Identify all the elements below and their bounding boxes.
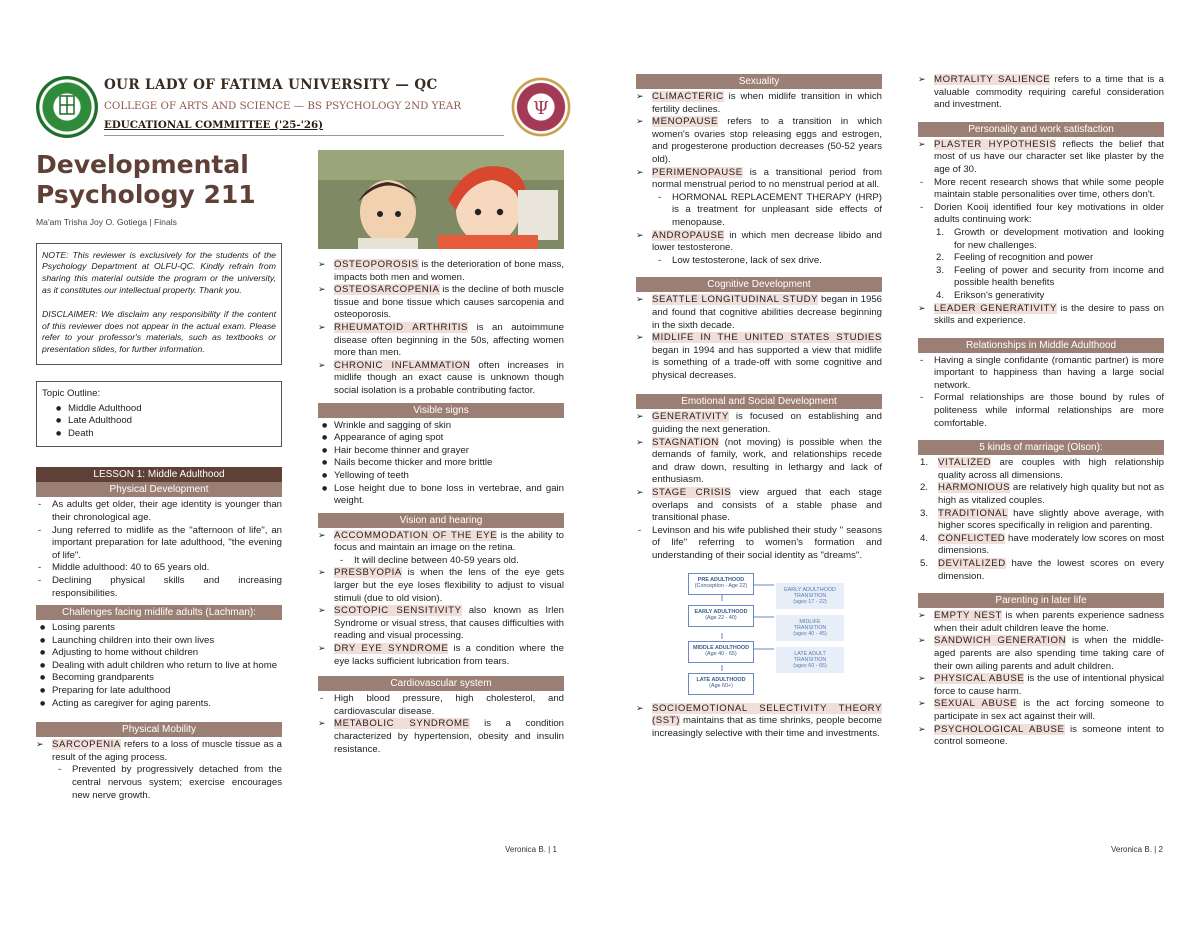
list-item: ● Nails become thicker and more brittle	[318, 457, 564, 470]
motivation-text: Growth or development motivation and looking for new challenges.	[954, 226, 1164, 251]
list-item: ● Death	[52, 428, 276, 441]
vision-list-2	[318, 567, 564, 668]
transition-label: LATE ADULT	[794, 650, 826, 657]
definition-text: is when the lens of the eye gets larger but the eye loses flexibility to adjust to visual stimuli (due to old vision).	[334, 567, 564, 604]
disclaimer-text: DISCLAIMER: We disclaim any responsibility if the content of this reviewer does not appear in the actual exam. Please refer to your professor's materials, such as textbooks or presentation slides, for further information.	[42, 308, 276, 355]
term-sexual-abuse: SEXUAL ABUSE	[934, 698, 1017, 710]
list-item: 2. HARMONIOUS are relatively high quality but not as high as vitalized couples.	[920, 482, 1164, 507]
marriage-list	[918, 457, 1164, 583]
sexuality-sub-list-2	[636, 255, 882, 268]
term-mortality-salience: MORTALITY SALIENCE	[934, 74, 1051, 85]
list-item: - Levinson and his wife published their study " seasons of life" referring to women's formation and understanding of their social identity as "dreams".	[636, 525, 882, 563]
page-2	[600, 0, 1200, 927]
list-item	[636, 294, 882, 332]
list-item	[636, 332, 882, 382]
university-seal-logo	[36, 76, 98, 138]
list-item	[918, 698, 1164, 723]
list-item: 1. Growth or development motivation and looking for new challenges.	[936, 226, 1164, 251]
mortality-list	[918, 74, 1164, 112]
transition-label: TRANSITION	[793, 593, 827, 599]
stage-label: LATE ADULTHOOD	[696, 676, 746, 683]
term-andropause: ANDROPAUSE	[652, 229, 725, 241]
transition-age: (ages 17 - 22)	[793, 599, 827, 606]
term-sst: SOCIOEMOTIONAL SELECTIVITY THEORY (SST)	[652, 702, 882, 727]
personality-dash-list	[918, 177, 1164, 227]
list-item: - HORMONAL REPLACEMENT THERAPY (HRP) is a treatment for unpleasant side effects of menopause.	[636, 192, 882, 230]
transition-box	[776, 615, 844, 641]
physical-list	[36, 499, 282, 600]
term-osteosarcopenia: OSTEOSARCOPENIA	[334, 284, 440, 296]
committee-name: EDUCATIONAL COMMITTEE ('25-'26)	[104, 119, 324, 131]
term-presbyopia: PRESBYOPIA	[334, 567, 402, 579]
section-sexuality: Sexuality	[636, 74, 882, 89]
list-item: - Low testosterone, lack of sex drive.	[636, 255, 882, 268]
definition-text: in which men decrease libido and lower testosterone.	[652, 229, 882, 254]
section-personality-work: Personality and work satisfaction	[918, 122, 1164, 137]
column-4	[918, 74, 1164, 749]
parenting-list	[918, 610, 1164, 749]
term-vitalized: VITALIZED	[938, 457, 992, 469]
list-item	[636, 116, 882, 166]
column-3	[636, 70, 882, 740]
section-emotional-social: Emotional and Social Development	[636, 394, 882, 409]
list-item: ● Acting as caregiver for aging parents.	[36, 698, 282, 711]
definition-text: view argued that each stage overlaps and consists of a stable phase and transitional phase.	[652, 487, 882, 524]
stage-box	[688, 641, 754, 663]
list-item	[318, 259, 564, 284]
list-item: ● Losing parents	[36, 622, 282, 635]
transition-label: TRANSITION	[793, 625, 827, 631]
cardio-list-2	[318, 718, 564, 756]
section-parenting: Parenting in later life	[918, 593, 1164, 608]
definition-text: are relatively high quality but not as high as vitalized couples.	[938, 482, 1164, 507]
definition-text: are couples with high relationship quality across all dimensions.	[938, 457, 1164, 481]
list-item	[318, 284, 564, 322]
section-marriage: 5 kinds of marriage (Olson):	[918, 440, 1164, 455]
list-item	[636, 91, 882, 116]
sst-list	[636, 703, 882, 741]
list-item: ● Launching children into their own lives	[36, 635, 282, 648]
lesson-heading: LESSON 1: Middle Adulthood	[36, 467, 282, 482]
term-stage-crisis: STAGE CRISIS	[652, 487, 732, 499]
list-item: 4. CONFLICTED have moderately low scores on most dimensions.	[920, 532, 1164, 557]
stage-label: PRE ADULTHOOD	[697, 576, 745, 583]
title-line-2: Psychology 211	[36, 180, 256, 209]
list-item: 3. TRADITIONAL have slightly above average, with higher scores specifically in religion and parenting.	[920, 507, 1164, 532]
definition-text: is when the middle-aged parents are also spending time taking care of their own ailing parents and adult children.	[934, 635, 1164, 672]
term-leader-generativity: LEADER GENERATIVITY	[934, 302, 1058, 314]
definition-text: is a condition characterized by hypertension, obesity and insulin resistance.	[334, 718, 564, 755]
page-footer: Veronica B. | 2	[1111, 845, 1163, 854]
definition-text: is when parents experience sadness when their adult children leave the home.	[934, 610, 1164, 634]
list-item: - Having a single confidante (romantic partner) is more important to happiness than having a large social network.	[918, 355, 1164, 393]
list-item: - Jung referred to midlife as the "afternoon of life", an important preparation for late adulthood, "the evening of life".	[36, 525, 282, 563]
list-item: ● Late Adulthood	[52, 415, 276, 428]
definition-text: is an autoimmune disease often beginning in the 50s, affecting women more than men.	[334, 321, 565, 359]
topic-outline-box	[36, 381, 282, 447]
term-psychological-abuse: PSYCHOLOGICAL ABUSE	[934, 723, 1065, 735]
definition-text: reflects the belief that most of us have our character set like plaster by the age of 30.	[934, 138, 1164, 175]
column-2	[318, 150, 564, 756]
term-accommodation: ACCOMMODATION OF THE EYE	[334, 529, 498, 541]
column-1	[36, 150, 282, 802]
visible-signs-list	[318, 420, 564, 508]
list-item	[918, 139, 1164, 177]
list-item	[318, 530, 564, 555]
list-item: ● Preparing for late adulthood	[36, 685, 282, 698]
transition-age: (ages 40 - 45)	[793, 631, 827, 638]
list-item	[918, 74, 1164, 112]
list-item: ● Lose height due to bone loss in vertebrae, and gain weight.	[318, 483, 564, 508]
definition-text: often increases in midlife though an exact cause is unknown though social isolation is a probable contributing factor.	[334, 359, 564, 396]
cognitive-list	[636, 294, 882, 382]
list-item: ● Adjusting to home without children	[36, 647, 282, 660]
section-visible-signs: Visible signs	[318, 403, 564, 418]
list-item	[318, 322, 564, 360]
motivation-text: Erikson's generativity	[954, 289, 1045, 301]
motivation-text: Feeling of power and security from income and possible health benefits	[954, 264, 1164, 289]
section-vision-hearing: Vision and hearing	[318, 513, 564, 528]
vision-list	[318, 530, 564, 555]
motivation-text: Feeling of recognition and power	[954, 252, 1094, 264]
term-devitalized: DEVITALIZED	[938, 558, 1006, 569]
term-climacteric: CLIMACTERIC	[652, 91, 724, 102]
definition-text: also known as Irlen Syndrome or visual stress, that causes difficulties with reading and visual processing.	[334, 605, 564, 642]
list-item: - As adults get older, their age identity is younger than their chronological age.	[36, 499, 282, 524]
note-box	[36, 243, 282, 365]
transition-label: TRANSITION	[793, 657, 827, 663]
term-menopause: MENOPAUSE	[652, 116, 718, 128]
list-item: - More recent research shows that while some people maintain stable personalities over time, others don't.	[918, 177, 1164, 202]
relationships-list	[918, 355, 1164, 431]
list-item: - It will decline between 40-59 years old.	[318, 555, 564, 568]
list-item: 2. Feeling of recognition and power	[936, 252, 1094, 264]
term-traditional: TRADITIONAL	[938, 507, 1009, 519]
transition-label: EARLY ADULTHOOD	[784, 586, 836, 593]
stage-label: MIDDLE ADULTHOOD	[693, 644, 749, 651]
list-item: ● Appearance of aging spot	[318, 432, 564, 445]
definition-text: is the ability to focus and maintain an image on the retina.	[334, 529, 564, 554]
list-item: ● Yellowing of teeth	[318, 470, 564, 483]
term-midus: MIDLIFE IN THE UNITED STATES STUDIES	[652, 332, 882, 344]
list-item	[636, 703, 882, 741]
document-title	[36, 150, 282, 210]
stage-box	[688, 573, 754, 595]
term-sandwich-generation: SANDWICH GENERATION	[934, 635, 1067, 647]
definition-text: is the use of intentional physical force to cause harm.	[934, 673, 1164, 697]
stage-box	[688, 605, 754, 627]
list-item	[636, 167, 882, 192]
section-cardiovascular: Cardiovascular system	[318, 676, 564, 691]
term-rheumatoid-arthritis: RHEUMATOID ARTHRITIS	[334, 321, 469, 333]
list-item: - Dorien Kooij identified four key motivations in older adults continuing work:	[918, 202, 1164, 227]
term-chronic-inflammation: CHRONIC INFLAMMATION	[334, 359, 471, 371]
page-footer: Veronica B. | 1	[505, 845, 557, 854]
list-item: - High blood pressure, high cholesterol, and cardiovascular disease.	[318, 693, 564, 718]
definition-text: is the deterioration of bone mass, impacts both men and women.	[334, 259, 564, 283]
transition-box	[776, 583, 844, 609]
list-item	[318, 567, 564, 605]
list-item: ● Hair become thinner and grayer	[318, 445, 564, 458]
list-item: ● Wrinkle and sagging of skin	[318, 420, 564, 433]
list-item	[918, 303, 1164, 328]
list-item: ● Becoming grandparents	[36, 672, 282, 685]
university-name: OUR LADY OF FATIMA UNIVERSITY — QC	[104, 77, 438, 93]
list-item: - Middle adulthood: 40 to 65 years old.	[36, 562, 282, 575]
illustration-image	[318, 150, 564, 249]
list-item	[918, 724, 1164, 749]
term-plaster-hypothesis: PLASTER HYPOTHESIS	[934, 138, 1057, 150]
definition-text: is when midlife transition in which fertility declines.	[652, 91, 882, 115]
term-perimenopause: PERIMENOPAUSE	[652, 166, 743, 178]
definition-text: began in 1994 and has supported a view that midlife is something of a trade-off with some cognitive and physical decreases.	[652, 344, 882, 381]
stage-age: (Age 22 - 40)	[705, 615, 737, 621]
list-item	[36, 739, 282, 764]
list-item: 4. Erikson's generativity	[936, 289, 1045, 301]
svg-text:Ψ: Ψ	[533, 98, 549, 119]
definition-text: maintains that as time shrinks, people become increasingly selective with their time and investments.	[652, 715, 882, 739]
term-seattle-study: SEATTLE LONGITUDINAL STUDY	[652, 294, 819, 306]
vision-sub-list	[318, 555, 564, 568]
list-item: - Prevented by progressively detached from the central nervous system; exercise encourages new nerve growth.	[36, 764, 282, 802]
list-item	[318, 643, 564, 668]
header-block	[104, 76, 504, 133]
list-item	[636, 411, 882, 436]
list-item	[918, 610, 1164, 635]
transition-label: MIDLIFE	[799, 618, 821, 625]
author-line: Ma'am Trisha Joy O. Gotiega | Finals	[36, 217, 177, 227]
term-dry-eye-syndrome: DRY EYE SYNDROME	[334, 643, 449, 655]
definition-text: is a transitional period from normal menstrual period to no menstrual period at all.	[652, 166, 882, 191]
outline-title: Topic Outline:	[42, 387, 101, 399]
stage-age: (Age 60+)	[709, 683, 733, 689]
stage-box	[688, 673, 754, 695]
term-conflicted: CONFLICTED	[938, 532, 1006, 544]
list-item	[636, 487, 882, 525]
definition-text: is focused on establishing and guiding the next generation.	[652, 411, 882, 436]
transition-box	[776, 647, 844, 673]
section-physical-mobility: Physical Mobility	[36, 722, 282, 737]
term-physical-abuse: PHYSICAL ABUSE	[934, 673, 1025, 685]
section-relationships: Relationships in Middle Adulthood	[918, 338, 1164, 353]
definition-text: refers to a transition in which women's ovaries stop releasing eggs and estrogen, and progesterone production decreases (50-52 years old).	[652, 116, 882, 165]
term-empty-nest: EMPTY NEST	[934, 610, 1002, 622]
list-item	[636, 230, 882, 255]
definition-text: refers to a time that is a valuable commodity requiring careful consideration and investment.	[934, 74, 1164, 111]
section-physical-development: Physical Development	[36, 482, 282, 497]
list-item	[318, 605, 564, 643]
mobility-list	[36, 739, 282, 764]
leader-list	[918, 303, 1164, 328]
section-cognitive: Cognitive Development	[636, 277, 882, 292]
definition-text: began in 1956 and found that cognitive abilities decrease beginning in the sixth decade.	[652, 294, 883, 331]
sexuality-sub-list	[636, 192, 882, 230]
term-scotopic-sensitivity: SCOTOPIC SENSITIVITY	[334, 605, 462, 617]
definition-text: refers to a loss of muscle tissue as a result of the aging process.	[52, 739, 282, 763]
stage-age: (Conception - Age 22)	[694, 583, 748, 589]
definition-text: is the act forcing someone to participate in sex act against their will.	[934, 698, 1164, 722]
definition-text: (not moving) is possible when the demands of family, work, and relationships recede and draw down, resulting in lethargy and lack of enthusiasm.	[652, 436, 882, 486]
term-metabolic-syndrome: METABOLIC SYNDROME	[334, 718, 470, 730]
list-item	[918, 635, 1164, 673]
section-challenges: Challenges facing midlife adults (Lachman):	[36, 605, 282, 620]
list-item	[636, 437, 882, 487]
term-harmonious: HARMONIOUS	[938, 482, 1011, 494]
levinson-list	[636, 525, 882, 563]
sexuality-list-2	[636, 230, 882, 255]
seasons-of-life-diagram	[684, 569, 849, 699]
list-item: 1. VITALIZED are couples with high relationship quality across all dimensions.	[920, 457, 1164, 481]
definition-text: have moderately low scores on most dimensions.	[938, 532, 1164, 557]
list-item: 5. DEVITALIZED have the lowest scores on every dimension.	[920, 558, 1164, 582]
term-osteoporosis: OSTEOPOROSIS	[334, 259, 419, 270]
term-generativity: GENERATIVITY	[652, 411, 729, 423]
definition-text: is the decline of both muscle tissue and bone tissue which causes sarcopenia and osteoporosis.	[334, 284, 564, 321]
note-text: NOTE: This reviewer is exclusively for the students of the Psychology Department at OLFU-QC. Kindly refrain from sharing this material outside the program or the university, as it constitutes our intellectual property. Thank you.	[42, 249, 276, 295]
term-sarcopenia: SARCOPENIA	[52, 739, 121, 751]
sexuality-list	[636, 91, 882, 192]
cardio-list	[318, 693, 564, 718]
list-item	[918, 673, 1164, 698]
list-item: - Declining physical skills and increasing responsibilities.	[36, 575, 282, 600]
list-item: ● Dealing with adult children who return to live at home	[36, 660, 282, 673]
mobility-sub-list	[36, 764, 282, 802]
list-item: 3. Feeling of power and security from income and possible health benefits	[936, 264, 1164, 289]
motivations-list	[918, 227, 1164, 303]
term-stagnation: STAGNATION	[652, 436, 719, 448]
personality-list	[918, 139, 1164, 177]
definition-text: is someone intent to control someone.	[934, 723, 1164, 748]
college-name: COLLEGE OF ARTS AND SCIENCE — BS PSYCHOLOGY 2ND YEAR	[104, 100, 462, 112]
title-line-1: Developmental	[36, 150, 249, 179]
list-item	[318, 718, 564, 756]
definition-text: have the lowest scores on every dimension.	[938, 558, 1164, 582]
transition-age: (ages 60 - 65)	[793, 663, 827, 670]
header-divider	[104, 135, 504, 136]
stage-label: EARLY ADULTHOOD	[694, 608, 748, 615]
outline-list	[42, 403, 276, 441]
definition-text: have slightly above average, with higher scores specifically in religion and parenting.	[938, 507, 1164, 532]
stage-age: (Age 40 - 65)	[705, 651, 737, 657]
list-item: ● Middle Adulthood	[52, 403, 276, 416]
definition-text: is a condition where the eye lacks sufficient lubrication from tears.	[334, 643, 564, 667]
list-item	[318, 360, 564, 398]
emotional-list	[636, 411, 882, 524]
bone-conditions-list	[318, 259, 564, 398]
list-item: - Formal relationships are those bound by rules of politeness while informal relationships are more comfortable.	[918, 392, 1164, 430]
challenges-list	[36, 622, 282, 710]
department-logo	[510, 76, 572, 138]
definition-text: is the desire to pass on skills and experience.	[934, 302, 1164, 327]
